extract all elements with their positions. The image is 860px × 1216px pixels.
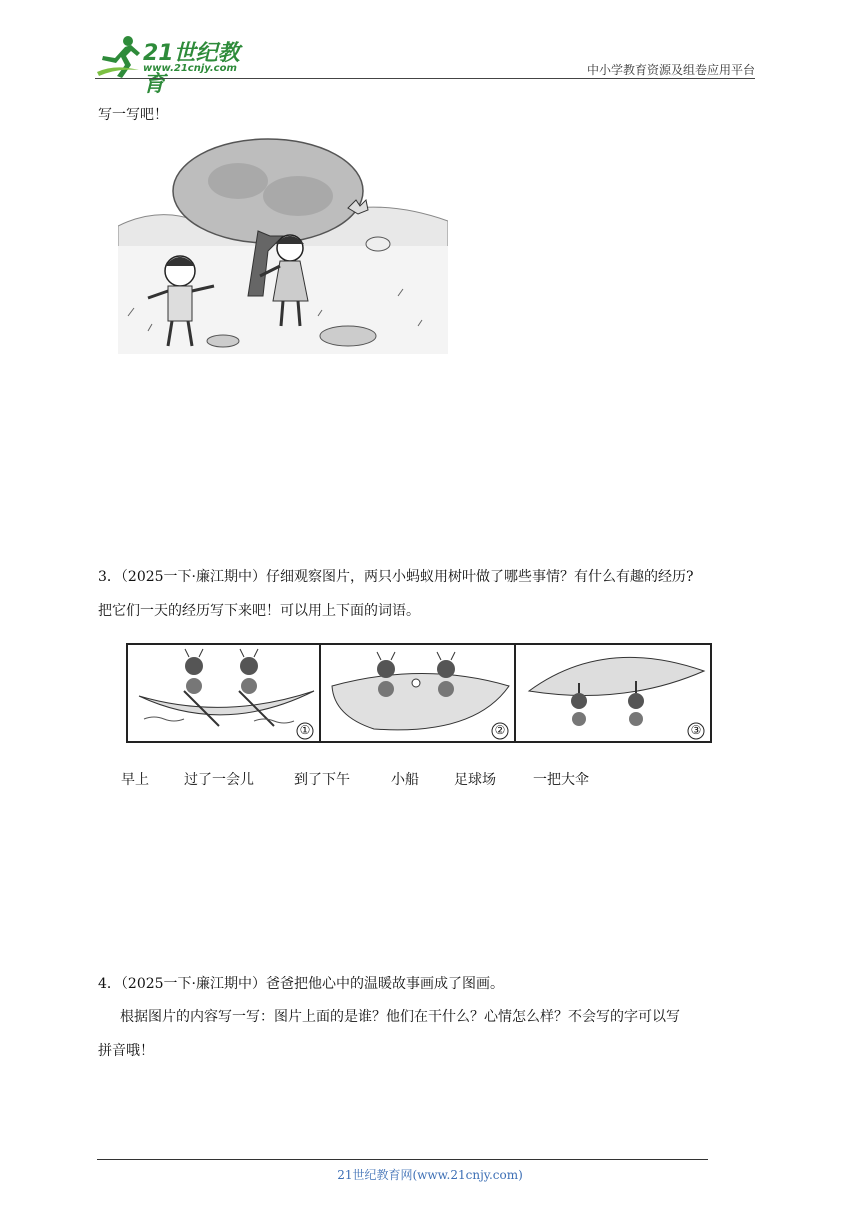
logo-url: www.21cnjy.com — [143, 63, 237, 74]
header-platform-text: 中小学教育资源及组卷应用平台 — [586, 63, 755, 77]
word-football-field: 足球场 — [454, 772, 496, 788]
word-umbrella: 一把大伞 — [533, 772, 589, 788]
rabbit-icon — [366, 237, 390, 251]
question-4-instruction: 根据图片的内容写一写：图片上面的是谁？他们在干什么？心情怎么样？不会写的字可以写 — [120, 1009, 680, 1025]
footer-link[interactable]: 21世纪教育网(www.21cnjy.com) — [337, 1168, 523, 1182]
panel-number-3: ③ — [690, 723, 702, 737]
word-boat: 小船 — [391, 772, 419, 788]
word-after-a-while: 过了一会儿 — [184, 772, 254, 788]
intro-text: 写一写吧！ — [98, 107, 168, 123]
word-afternoon: 到了下午 — [294, 772, 350, 788]
site-logo — [95, 34, 260, 97]
children-tree-illustration — [118, 136, 448, 354]
question-4-prompt: 4．（2025一下·廉江期中）爸爸把他心中的温暖故事画成了图画。 — [98, 976, 504, 992]
panel-number-1: ① — [299, 723, 311, 737]
header-divider — [95, 78, 755, 79]
panel-number-2: ② — [494, 723, 506, 737]
logo-text: 21世纪教育 — [143, 41, 240, 97]
ants-leaf-comic — [124, 641, 714, 745]
runner-logo-icon — [95, 34, 143, 80]
question-3-prompt: 3．（2025一下·廉江期中）仔细观察图片，两只小蚂蚁用树叶做了哪些事情？有什么有趣的经历? — [98, 569, 694, 585]
question-4-instruction-cont: 拼音哦！ — [98, 1043, 154, 1059]
footer-divider — [97, 1159, 708, 1160]
word-early-morning: 早上 — [121, 772, 149, 788]
question-3-prompt-cont: 把它们一天的经历写下来吧！可以用上下面的词语。 — [98, 603, 420, 619]
